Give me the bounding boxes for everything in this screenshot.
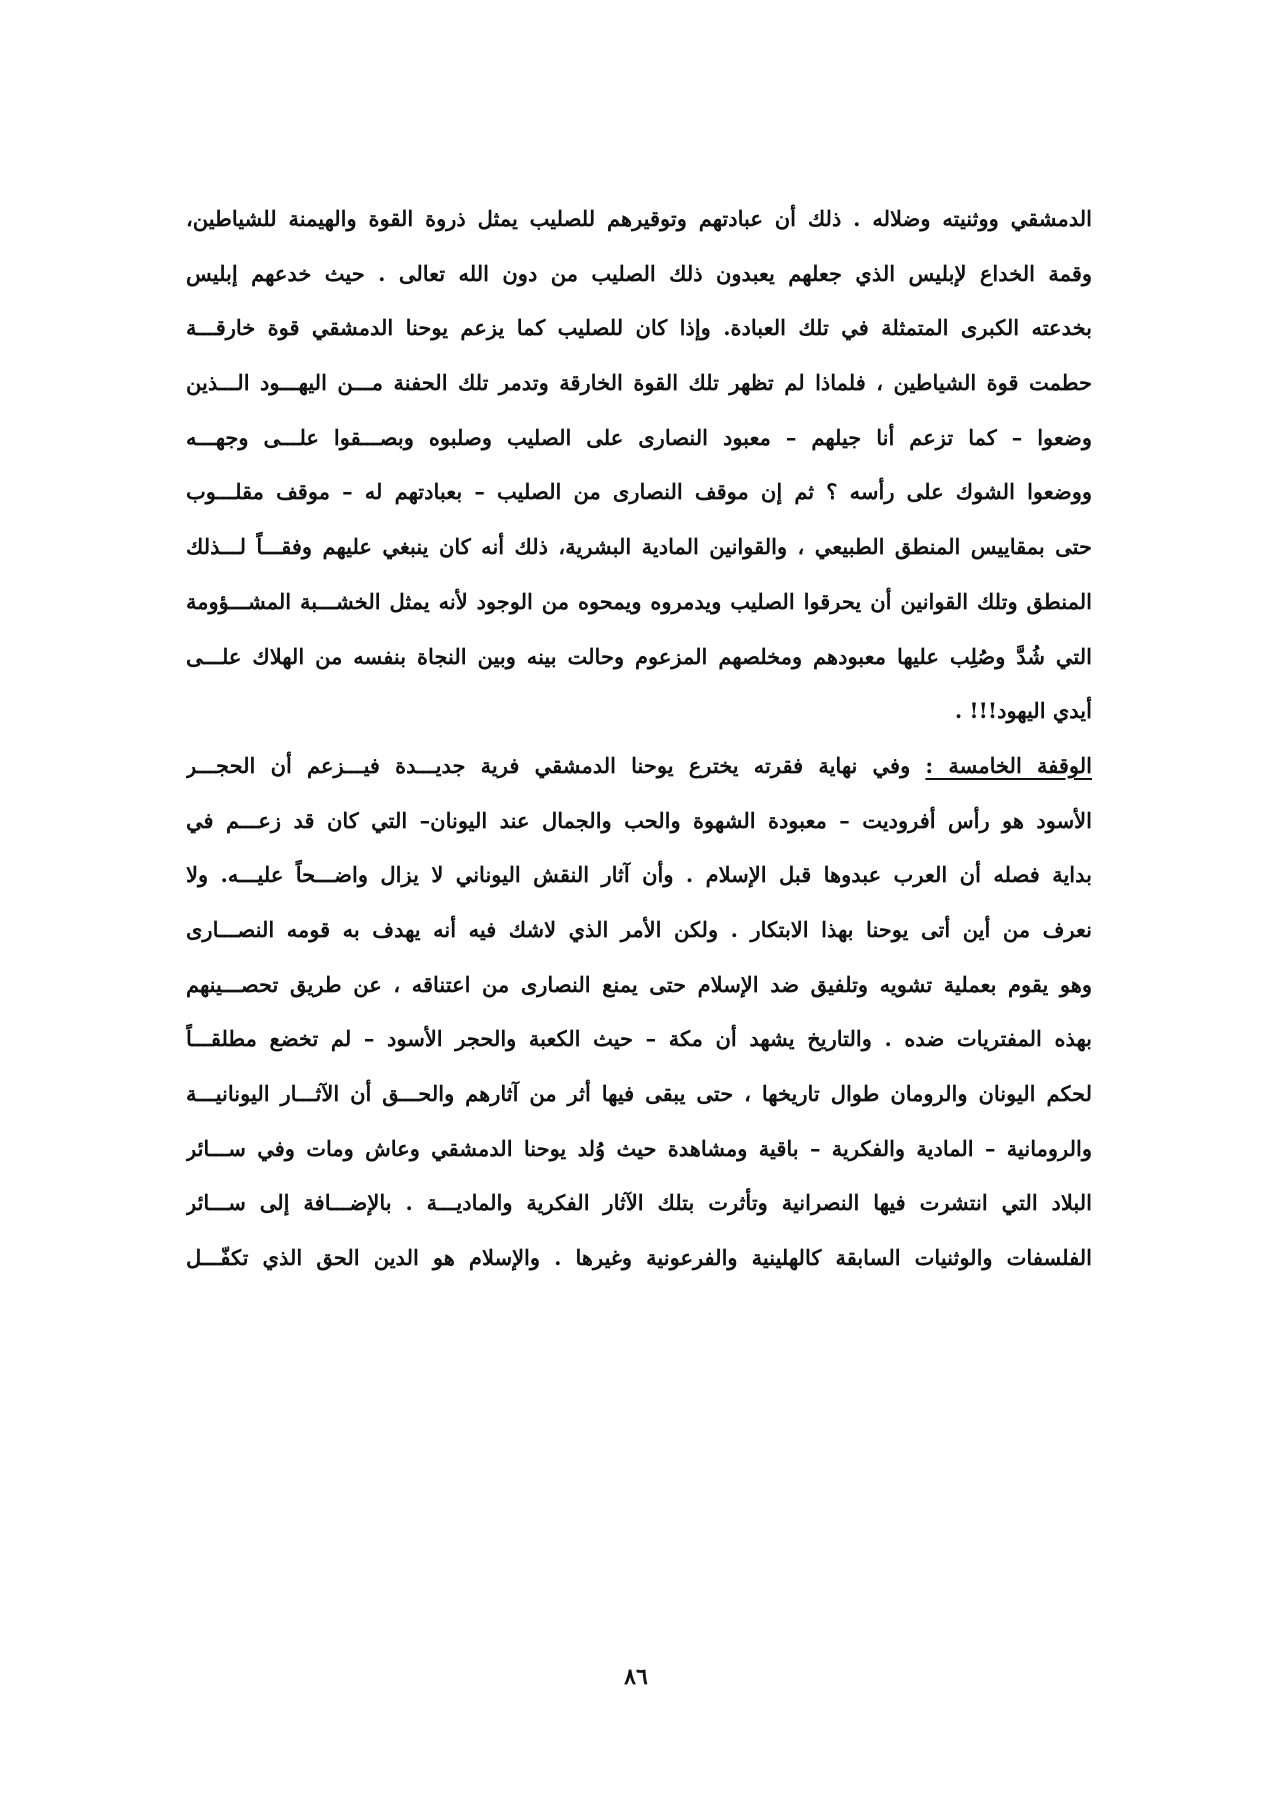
text-line: وضعوا – كما تزعم أنا جيلهم – معبود النصارى على الصليب وصلبوه وبصـــقوا علـــى وجهـــه: [186, 424, 1092, 450]
text-line: المنطق وتلك القوانين أن يحرقوا الصليب ويدمروه ويمحوه من الوجود لأنه يمثل الخشـــبة المشـــؤومة: [186, 588, 1092, 614]
text-line: حطمت قوة الشياطين ، فلماذا لم تظهر تلك القوة الخارقة وتدمر تلك الحفنة مـــن اليهـــود الـــذين: [186, 370, 1092, 396]
text-line: أيدي اليهود!!! .: [954, 698, 1092, 724]
text-line: [186, 739, 1092, 794]
text-line: الفلسفات والوثنيات السابقة كالهلينية والفرعونية وغيرها . والإسلام هو الدين الحق الذي تكفّـــل: [186, 1245, 1092, 1271]
text-line: ووضعوا الشوك على رأسه ؟ ثم إن موقف النصارى من الصليب – بعبادتهم له – موقف مقلـــوب: [186, 479, 1092, 505]
text-line: بخدعته الكبرى المتمثلة في تلك العبادة. وإذا كان للصليب كما يزعم يوحنا الدمشقي قوة خارقـــة: [186, 315, 1092, 341]
text-line: وهو يقوم بعملية تشويه وتلفيق ضد الإسلام حتى يمنع النصارى من اعتناقه ، عن طريق تحصـــينهم: [186, 971, 1092, 997]
paragraph-2: [186, 739, 1092, 1286]
text-line: التي شُدَّ وصُلِب عليها معبودهم ومخلصهم المزعوم وحالت بينه وبين النجاة بنفسه من الهلاك علـــى: [186, 643, 1092, 669]
text-line: بهذه المفتريات ضده . والتاريخ يشهد أن مكة – حيث الكعبة والحجر الأسود – لم تخضع مطلقـــاً: [186, 1026, 1092, 1052]
text-line: البلاد التي انتشرت فيها النصرانية وتأثرت بتلك الآثار الفكرية والماديـــة . بالإضـــافة إلى ســـائر: [186, 1190, 1092, 1216]
page-number: ٨٦: [624, 1664, 648, 1690]
text-line: وقمة الخداع لإبليس الذي جعلهم يعبدون ذلك الصليب من دون الله تعالى . حيث خدعهم إبليس: [186, 260, 1092, 286]
text-line: نعرف من أين أتى يوحنا بهذا الابتكار . ولكن الأمر الذي لاشك فيه أنه يهدف به قومه النصـــارى: [186, 916, 1092, 942]
body-text: [186, 192, 1092, 1286]
text-line: الأسود هو رأس أفروديت – معبودة الشهوة والحب والجمال عند اليونان– التي كان قد زعـــم في: [186, 807, 1092, 833]
paragraph-1: [186, 192, 1092, 739]
section-heading: الوقفة الخامسة :: [925, 752, 1092, 778]
text-line: والرومانية – المادية والفكرية – باقية ومشاهدة حيث وُلد يوحنا الدمشقي وعاش ومات وفي ســـائر: [186, 1135, 1092, 1161]
heading-line-text: وفي نهاية فقرته يخترع يوحنا الدمشقي فرية جديـــدة فيـــزعم أن الحجـــر: [186, 752, 926, 778]
text-line: الدمشقي ووثنيته وضلاله . ذلك أن عبادتهم وتوقيرهم للصليب يمثل ذروة القوة والهيمنة للشياطين،: [186, 206, 1092, 231]
text-line: حتى بمقاييس المنطق الطبيعي ، والقوانين المادية البشرية، ذلك أنه كان ينبغي عليهم وفقـــاً لـــذلك: [186, 534, 1092, 560]
text-line: بداية فصله أن العرب عبدوها قبل الإسلام . وأن آثار النقش اليوناني لا يزال واضـــحاً عليـــه. ولا: [186, 862, 1092, 888]
text-line: لحكم اليونان والرومان طوال تاريخها ، حتى يبقى فيها أثر من آثارهم والحـــق أن الآثـــار اليونانيـــة: [186, 1081, 1092, 1106]
